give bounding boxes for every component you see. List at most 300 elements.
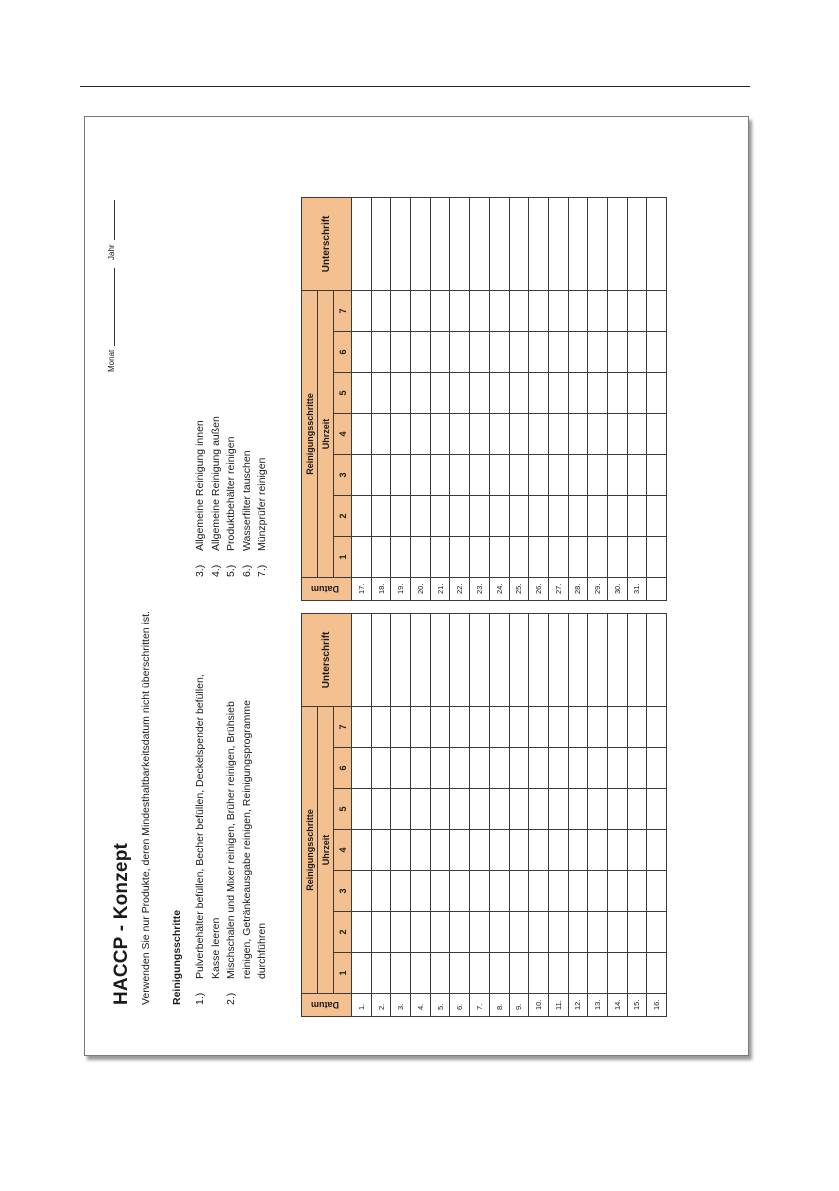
step-time-cell[interactable]: [371, 830, 391, 871]
step-time-cell[interactable]: [647, 706, 667, 747]
table-row: [509, 197, 529, 600]
step-time-cell[interactable]: [391, 953, 411, 994]
step-time-cell[interactable]: [391, 748, 411, 789]
date-cell: 4.: [411, 994, 431, 1017]
signature-cell[interactable]: [607, 613, 627, 706]
step-time-cell[interactable]: [548, 871, 568, 912]
step-time-cell[interactable]: [529, 912, 549, 953]
date-cell: 3.: [391, 994, 411, 1017]
table-row: [529, 613, 549, 1016]
step-number-header: 1: [334, 537, 352, 578]
step-time-cell[interactable]: [352, 496, 372, 537]
step-time-cell[interactable]: [489, 748, 509, 789]
step-time-cell[interactable]: [391, 871, 411, 912]
step-time-cell[interactable]: [568, 537, 588, 578]
signature-cell[interactable]: [489, 197, 509, 290]
step-time-cell[interactable]: [647, 912, 667, 953]
step-time-cell[interactable]: [371, 537, 391, 578]
step-time-cell[interactable]: [489, 373, 509, 414]
step-time-cell[interactable]: [627, 706, 647, 747]
step-time-cell[interactable]: [470, 455, 490, 496]
rotated-form-content: [85, 117, 748, 1055]
step-time-cell[interactable]: [430, 830, 450, 871]
step-time-cell[interactable]: [430, 912, 450, 953]
cleaning-step-item: 7.) Münzprüfer reinigen: [256, 457, 268, 577]
step-time-cell[interactable]: [509, 496, 529, 537]
step-time-cell[interactable]: [588, 455, 608, 496]
signature-cell[interactable]: [352, 197, 372, 290]
step-time-cell[interactable]: [371, 953, 391, 994]
step-time-cell[interactable]: [627, 871, 647, 912]
date-cell: [647, 578, 667, 601]
step-time-cell[interactable]: [607, 290, 627, 331]
step-time-cell[interactable]: [489, 290, 509, 331]
step-time-cell[interactable]: [509, 748, 529, 789]
step-time-cell[interactable]: [509, 706, 529, 747]
step-time-cell[interactable]: [548, 830, 568, 871]
step-time-cell[interactable]: [470, 414, 490, 455]
step-time-cell[interactable]: [430, 373, 450, 414]
step-time-cell[interactable]: [450, 455, 470, 496]
step-time-cell[interactable]: [568, 953, 588, 994]
signature-cell[interactable]: [411, 197, 431, 290]
step-time-cell[interactable]: [627, 496, 647, 537]
step-time-cell[interactable]: [607, 830, 627, 871]
step-time-cell[interactable]: [529, 830, 549, 871]
page-top-rule: [80, 86, 750, 87]
step-time-cell[interactable]: [371, 290, 391, 331]
step-time-cell[interactable]: [627, 455, 647, 496]
step-time-cell[interactable]: [411, 789, 431, 830]
date-cell: 8.: [489, 994, 509, 1017]
step-time-cell[interactable]: [371, 455, 391, 496]
step-time-cell[interactable]: [430, 871, 450, 912]
step-time-cell[interactable]: [588, 789, 608, 830]
table-row: [352, 613, 372, 1016]
step-time-cell[interactable]: [391, 830, 411, 871]
step-time-cell[interactable]: [529, 290, 549, 331]
step-time-cell[interactable]: [548, 373, 568, 414]
signature-cell[interactable]: [588, 613, 608, 706]
step-time-cell[interactable]: [450, 290, 470, 331]
step-time-cell[interactable]: [529, 537, 549, 578]
step-time-cell[interactable]: [568, 290, 588, 331]
cleaning-steps-list-right: [193, 317, 271, 577]
signature-cell[interactable]: [548, 197, 568, 290]
step-time-cell[interactable]: [647, 290, 667, 331]
step-time-cell[interactable]: [489, 871, 509, 912]
step-time-cell[interactable]: [430, 537, 450, 578]
step-time-cell[interactable]: [568, 871, 588, 912]
step-time-cell[interactable]: [450, 748, 470, 789]
step-time-cell[interactable]: [450, 373, 470, 414]
step-time-cell[interactable]: [450, 414, 470, 455]
signature-cell[interactable]: [430, 197, 450, 290]
step-time-cell[interactable]: [371, 912, 391, 953]
step-time-cell[interactable]: [489, 496, 509, 537]
step-time-cell[interactable]: [627, 537, 647, 578]
signature-cell[interactable]: [509, 613, 529, 706]
step-time-cell[interactable]: [627, 290, 647, 331]
step-time-cell[interactable]: [568, 496, 588, 537]
step-time-cell[interactable]: [352, 414, 372, 455]
step-time-cell[interactable]: [588, 912, 608, 953]
step-time-cell[interactable]: [588, 496, 608, 537]
step-time-cell[interactable]: [391, 496, 411, 537]
step-time-cell[interactable]: [352, 830, 372, 871]
table-row: [489, 197, 509, 600]
step-time-cell[interactable]: [588, 706, 608, 747]
step-time-cell[interactable]: [548, 748, 568, 789]
step-time-cell[interactable]: [548, 414, 568, 455]
step-time-cell[interactable]: [607, 537, 627, 578]
step-time-cell[interactable]: [430, 953, 450, 994]
step-time-cell[interactable]: [568, 706, 588, 747]
step-time-cell[interactable]: [411, 455, 431, 496]
step-time-cell[interactable]: [371, 373, 391, 414]
step-time-cell[interactable]: [568, 373, 588, 414]
signature-cell[interactable]: [529, 197, 549, 290]
step-time-cell[interactable]: [391, 706, 411, 747]
step-time-cell[interactable]: [352, 373, 372, 414]
signature-cell[interactable]: [627, 613, 647, 706]
signature-cell[interactable]: [529, 613, 549, 706]
step-time-cell[interactable]: [371, 496, 391, 537]
step-time-cell[interactable]: [647, 414, 667, 455]
step-time-cell[interactable]: [411, 830, 431, 871]
step-time-cell[interactable]: [352, 871, 372, 912]
step-time-cell[interactable]: [430, 789, 450, 830]
step-time-cell[interactable]: [607, 789, 627, 830]
step-time-cell[interactable]: [509, 912, 529, 953]
step-time-cell[interactable]: [391, 332, 411, 373]
signature-cell[interactable]: [489, 613, 509, 706]
step-time-cell[interactable]: [450, 537, 470, 578]
step-time-cell[interactable]: [568, 748, 588, 789]
step-time-cell[interactable]: [352, 953, 372, 994]
step-time-cell[interactable]: [627, 912, 647, 953]
signature-cell[interactable]: [371, 613, 391, 706]
date-cell: 24.: [489, 578, 509, 601]
step-time-cell[interactable]: [647, 748, 667, 789]
date-column-header: [302, 994, 352, 1017]
year-field[interactable]: [107, 200, 116, 260]
step-time-cell[interactable]: [352, 332, 372, 373]
step-time-cell[interactable]: [411, 537, 431, 578]
step-time-cell[interactable]: [529, 455, 549, 496]
step-time-cell[interactable]: [627, 789, 647, 830]
step-time-cell[interactable]: [411, 332, 431, 373]
cleaning-step-item: 3.) Allgemeine Reinigung innen: [194, 420, 206, 577]
step-time-cell[interactable]: [509, 871, 529, 912]
step-time-cell[interactable]: [391, 290, 411, 331]
step-time-cell[interactable]: [588, 748, 608, 789]
step-time-cell[interactable]: [647, 373, 667, 414]
step-time-cell[interactable]: [411, 953, 431, 994]
step-time-cell[interactable]: [607, 706, 627, 747]
step-time-cell[interactable]: [450, 789, 470, 830]
step-time-cell[interactable]: [470, 830, 490, 871]
signature-cell[interactable]: [470, 197, 490, 290]
step-time-cell[interactable]: [391, 373, 411, 414]
step-time-cell[interactable]: [470, 871, 490, 912]
signature-cell[interactable]: [509, 197, 529, 290]
step-time-cell[interactable]: [430, 706, 450, 747]
date-cell: 21.: [430, 578, 450, 601]
step-time-cell[interactable]: [411, 748, 431, 789]
step-time-cell[interactable]: [607, 332, 627, 373]
step-time-cell[interactable]: [529, 789, 549, 830]
signature-cell[interactable]: [647, 197, 667, 290]
date-cell: 15.: [627, 994, 647, 1017]
step-time-cell[interactable]: [588, 332, 608, 373]
step-time-cell[interactable]: [509, 332, 529, 373]
step-time-cell[interactable]: [647, 789, 667, 830]
step-time-cell[interactable]: [509, 953, 529, 994]
step-time-cell[interactable]: [548, 789, 568, 830]
step-time-cell[interactable]: [411, 496, 431, 537]
signature-cell[interactable]: [568, 197, 588, 290]
step-time-cell[interactable]: [489, 332, 509, 373]
step-time-cell[interactable]: [352, 789, 372, 830]
step-time-cell[interactable]: [529, 953, 549, 994]
step-time-cell[interactable]: [470, 706, 490, 747]
date-cell: 5.: [430, 994, 450, 1017]
step-time-cell[interactable]: [352, 290, 372, 331]
signature-cell[interactable]: [607, 197, 627, 290]
step-time-cell[interactable]: [391, 414, 411, 455]
step-time-cell[interactable]: [647, 537, 667, 578]
signature-cell[interactable]: [352, 613, 372, 706]
step-time-cell[interactable]: [607, 912, 627, 953]
step-time-cell[interactable]: [568, 830, 588, 871]
step-time-cell[interactable]: [529, 414, 549, 455]
step-time-cell[interactable]: [529, 706, 549, 747]
step-time-cell[interactable]: [430, 414, 450, 455]
step-time-cell[interactable]: [647, 496, 667, 537]
step-time-cell[interactable]: [548, 332, 568, 373]
step-time-cell[interactable]: [450, 332, 470, 373]
step-time-cell[interactable]: [647, 830, 667, 871]
signature-cell[interactable]: [430, 613, 450, 706]
step-time-cell[interactable]: [548, 912, 568, 953]
step-number-header: 7: [334, 290, 352, 331]
step-time-cell[interactable]: [450, 871, 470, 912]
signature-cell[interactable]: [391, 613, 411, 706]
step-time-cell[interactable]: [568, 912, 588, 953]
step-time-cell[interactable]: [489, 789, 509, 830]
step-time-cell[interactable]: [607, 748, 627, 789]
step-time-cell[interactable]: [529, 871, 549, 912]
step-time-cell[interactable]: [548, 496, 568, 537]
step-time-cell[interactable]: [627, 414, 647, 455]
step-time-cell[interactable]: [430, 332, 450, 373]
step-time-cell[interactable]: [450, 706, 470, 747]
table-row: [627, 613, 647, 1016]
time-header: Uhrzeit: [318, 706, 334, 993]
step-time-cell[interactable]: [627, 830, 647, 871]
step-time-cell[interactable]: [509, 455, 529, 496]
step-time-cell[interactable]: [509, 414, 529, 455]
step-time-cell[interactable]: [588, 871, 608, 912]
signature-cell[interactable]: [391, 197, 411, 290]
signature-column-header: Unterschrift: [302, 613, 352, 706]
step-time-cell[interactable]: [371, 706, 391, 747]
step-time-cell[interactable]: [470, 537, 490, 578]
step-time-cell[interactable]: [607, 455, 627, 496]
step-time-cell[interactable]: [489, 953, 509, 994]
table-row: [470, 197, 490, 600]
step-time-cell[interactable]: [391, 537, 411, 578]
step-time-cell[interactable]: [627, 748, 647, 789]
step-time-cell[interactable]: [489, 706, 509, 747]
step-time-cell[interactable]: [411, 373, 431, 414]
table-row: [588, 197, 608, 600]
signature-cell[interactable]: [450, 613, 470, 706]
step-time-cell[interactable]: [588, 373, 608, 414]
step-time-cell[interactable]: [548, 537, 568, 578]
signature-cell[interactable]: [371, 197, 391, 290]
step-time-cell[interactable]: [430, 455, 450, 496]
step-time-cell[interactable]: [647, 332, 667, 373]
step-time-cell[interactable]: [627, 332, 647, 373]
cleaning-step-item: 5.) Produktbehälter reinigen: [225, 436, 237, 577]
signature-cell[interactable]: [627, 197, 647, 290]
step-time-cell[interactable]: [430, 290, 450, 331]
month-blank-line[interactable]: [114, 268, 115, 346]
signature-cell[interactable]: [647, 613, 667, 706]
step-time-cell[interactable]: [529, 373, 549, 414]
step-time-cell[interactable]: [489, 455, 509, 496]
signature-cell[interactable]: [450, 197, 470, 290]
step-time-cell[interactable]: [607, 496, 627, 537]
step-time-cell[interactable]: [430, 496, 450, 537]
step-time-cell[interactable]: [450, 496, 470, 537]
step-time-cell[interactable]: [371, 748, 391, 789]
step-time-cell[interactable]: [411, 414, 431, 455]
step-time-cell[interactable]: [391, 455, 411, 496]
step-time-cell[interactable]: [450, 912, 470, 953]
step-time-cell[interactable]: [607, 414, 627, 455]
step-time-cell[interactable]: [411, 290, 431, 331]
step-time-cell[interactable]: [588, 953, 608, 994]
step-time-cell[interactable]: [588, 830, 608, 871]
step-number-header: 4: [334, 830, 352, 871]
month-label: Monat: [107, 349, 116, 372]
date-cell: 30.: [607, 578, 627, 601]
step-time-cell[interactable]: [588, 537, 608, 578]
table-row: [529, 197, 549, 600]
step-time-cell[interactable]: [529, 496, 549, 537]
step-time-cell[interactable]: [548, 706, 568, 747]
step-time-cell[interactable]: [588, 414, 608, 455]
step-time-cell[interactable]: [371, 789, 391, 830]
step-time-cell[interactable]: [509, 537, 529, 578]
step-time-cell[interactable]: [509, 290, 529, 331]
step-time-cell[interactable]: [489, 537, 509, 578]
step-time-cell[interactable]: [450, 953, 470, 994]
step-time-cell[interactable]: [548, 290, 568, 331]
step-time-cell[interactable]: [371, 871, 391, 912]
step-time-cell[interactable]: [627, 373, 647, 414]
step-time-cell[interactable]: [529, 332, 549, 373]
step-time-cell[interactable]: [352, 912, 372, 953]
date-cell: 20.: [411, 578, 431, 601]
signature-cell[interactable]: [588, 197, 608, 290]
step-time-cell[interactable]: [371, 332, 391, 373]
table-row: [568, 613, 588, 1016]
step-time-cell[interactable]: [509, 830, 529, 871]
step-time-cell[interactable]: [352, 537, 372, 578]
date-cell: 26.: [529, 578, 549, 601]
step-time-cell[interactable]: [430, 748, 450, 789]
step-time-cell[interactable]: [568, 332, 588, 373]
step-time-cell[interactable]: [450, 830, 470, 871]
step-time-cell[interactable]: [607, 871, 627, 912]
step-time-cell[interactable]: [647, 455, 667, 496]
step-time-cell[interactable]: [489, 830, 509, 871]
year-blank-line[interactable]: [114, 200, 115, 240]
signature-cell[interactable]: [470, 613, 490, 706]
step-time-cell[interactable]: [470, 748, 490, 789]
step-time-cell[interactable]: [411, 871, 431, 912]
step-time-cell[interactable]: [352, 748, 372, 789]
step-time-cell[interactable]: [568, 789, 588, 830]
signature-cell[interactable]: [548, 613, 568, 706]
step-time-cell[interactable]: [509, 789, 529, 830]
step-time-cell[interactable]: [352, 706, 372, 747]
step-time-cell[interactable]: [509, 373, 529, 414]
signature-cell[interactable]: [568, 613, 588, 706]
step-time-cell[interactable]: [568, 455, 588, 496]
month-field[interactable]: [107, 268, 116, 372]
step-time-cell[interactable]: [470, 496, 490, 537]
step-time-cell[interactable]: [548, 953, 568, 994]
date-cell: 14.: [607, 994, 627, 1017]
step-time-cell[interactable]: [470, 373, 490, 414]
step-time-cell[interactable]: [391, 789, 411, 830]
step-time-cell[interactable]: [411, 706, 431, 747]
table-row: [607, 197, 627, 600]
step-time-cell[interactable]: [489, 414, 509, 455]
step-time-cell[interactable]: [588, 290, 608, 331]
step-time-cell[interactable]: [489, 912, 509, 953]
step-time-cell[interactable]: [470, 332, 490, 373]
step-number-header: 1: [334, 953, 352, 994]
step-time-cell[interactable]: [647, 871, 667, 912]
form-title: HACCP - Konzept: [111, 842, 132, 1005]
table-row: [509, 613, 529, 1016]
step-time-cell[interactable]: [470, 789, 490, 830]
step-time-cell[interactable]: [568, 414, 588, 455]
step-time-cell[interactable]: [548, 455, 568, 496]
step-time-cell[interactable]: [607, 373, 627, 414]
table-row: [411, 613, 431, 1016]
step-time-cell[interactable]: [371, 414, 391, 455]
step-time-cell[interactable]: [391, 912, 411, 953]
step-time-cell[interactable]: [627, 953, 647, 994]
step-time-cell[interactable]: [411, 912, 431, 953]
step-time-cell[interactable]: [607, 953, 627, 994]
step-time-cell[interactable]: [470, 953, 490, 994]
signature-cell[interactable]: [411, 613, 431, 706]
step-time-cell[interactable]: [352, 455, 372, 496]
step-time-cell[interactable]: [647, 953, 667, 994]
step-time-cell[interactable]: [470, 912, 490, 953]
step-time-cell[interactable]: [529, 748, 549, 789]
table-row: [548, 197, 568, 600]
step-time-cell[interactable]: [470, 290, 490, 331]
